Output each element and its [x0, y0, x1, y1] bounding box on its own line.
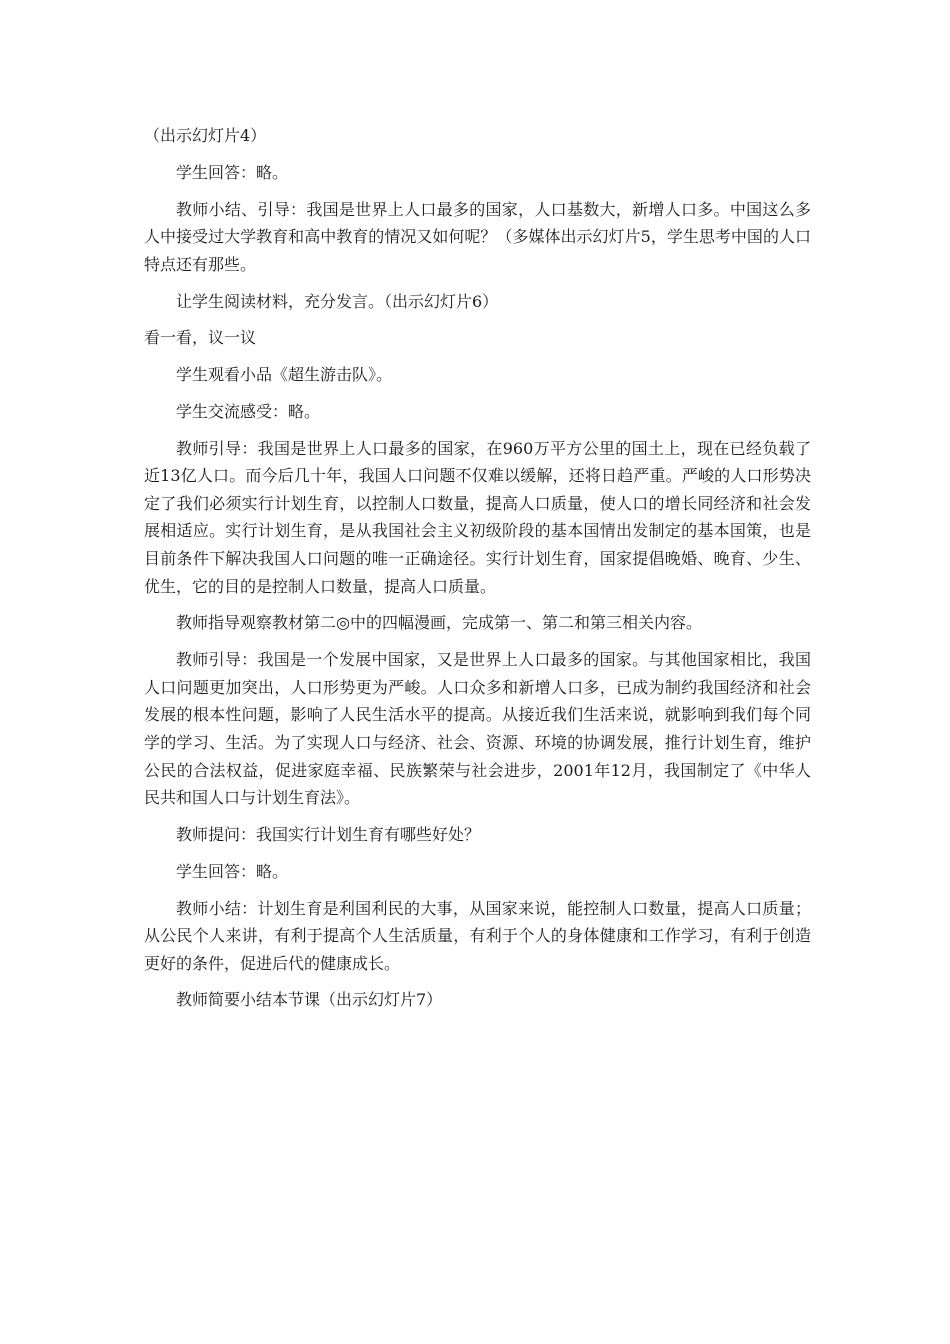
paragraph-lesson-summary: 教师简要小结本节课（出示幻灯片7） — [176, 990, 443, 1010]
paragraph-student-exchange: 学生交流感受：略。 — [176, 401, 321, 421]
paragraph-reading-material: 让学生阅读材料，充分发言。（出示幻灯片6） — [176, 291, 499, 311]
document-body — [144, 122, 811, 1023]
paragraph-slide-4: （出示幻灯片4） — [144, 126, 267, 145]
paragraph-teacher-question: 教师提问：我国实行计划生育有哪些好处？ — [176, 824, 481, 844]
paragraph-student-answer-2: 学生回答：略。 — [176, 861, 289, 881]
paragraph-student-answer: 学生回答：略。 — [176, 162, 289, 182]
paragraph-watch-sketch: 学生观看小品《超生游击队》。 — [176, 365, 393, 385]
paragraph-teacher-guide-1: 教师引导：我国是世界上人口最多的国家，在960万平方公里的国土上，现在已经负载了近13亿人口。而今后几十年，我国人口问题不仅难以缓解，还将日趋严重。严峻的人口形势决定了我们必须实行计划生育，以控制人口数量，提高人口质量，使人口的增长同经济和社会发展相适应。实行计划生育，是从我国社会主义初级阶段的基本国情出发制定的基本国策，也是目前条件下解决我国人口问题的唯一正确途径。实行计划生育，国家提倡晚婚、晚育、少生、优生，它的目的是控制人口数量，提高人口质量。 — [144, 438, 811, 596]
paragraph-teacher-summary: 教师小结、引导：我国是世界上人口最多的国家，人口基数大，新增人口多。中国这么多人中接受过大学教育和高中教育的情况又如何呢？（多媒体出示幻灯片5，学生思考中国的人口特点还有那些。 — [144, 199, 811, 274]
paragraph-teacher-guide-2: 教师引导：我国是一个发展中国家，又是世界上人口最多的国家。与其他国家相比，我国人口问题更加突出，人口形势更为严峻。人口众多和新增人口多，已成为制约我国经济和社会发展的根本性问题，影响了人民生活水平的提高。从接近我们生活来说，就影响到我们每个同学的学习、生活。为了实现人口与经济、社会、资源、环境的协调发展，推行计划生育，维护公民的合法权益，促进家庭幸福、民族繁荣与社会进步，2001年12月，我国制定了《中华人民共和国人口与计划生育法》。 — [144, 650, 811, 808]
section-heading: 看一看，议一议 — [144, 328, 257, 348]
paragraph-teacher-conclusion: 教师小结：计划生育是利国利民的大事，从国家来说，能控制人口数量，提高人口质量；从公民个人来讲，有利于提高个人生活质量，有利于个人的身体健康和工作学习，有利于创造更好的条件，促进后代的健康成长。 — [144, 898, 811, 973]
paragraph-teacher-instruct: 教师指导观察教材第二◎中的四幅漫画，完成第一、第二和第三相关内容。 — [176, 613, 702, 633]
